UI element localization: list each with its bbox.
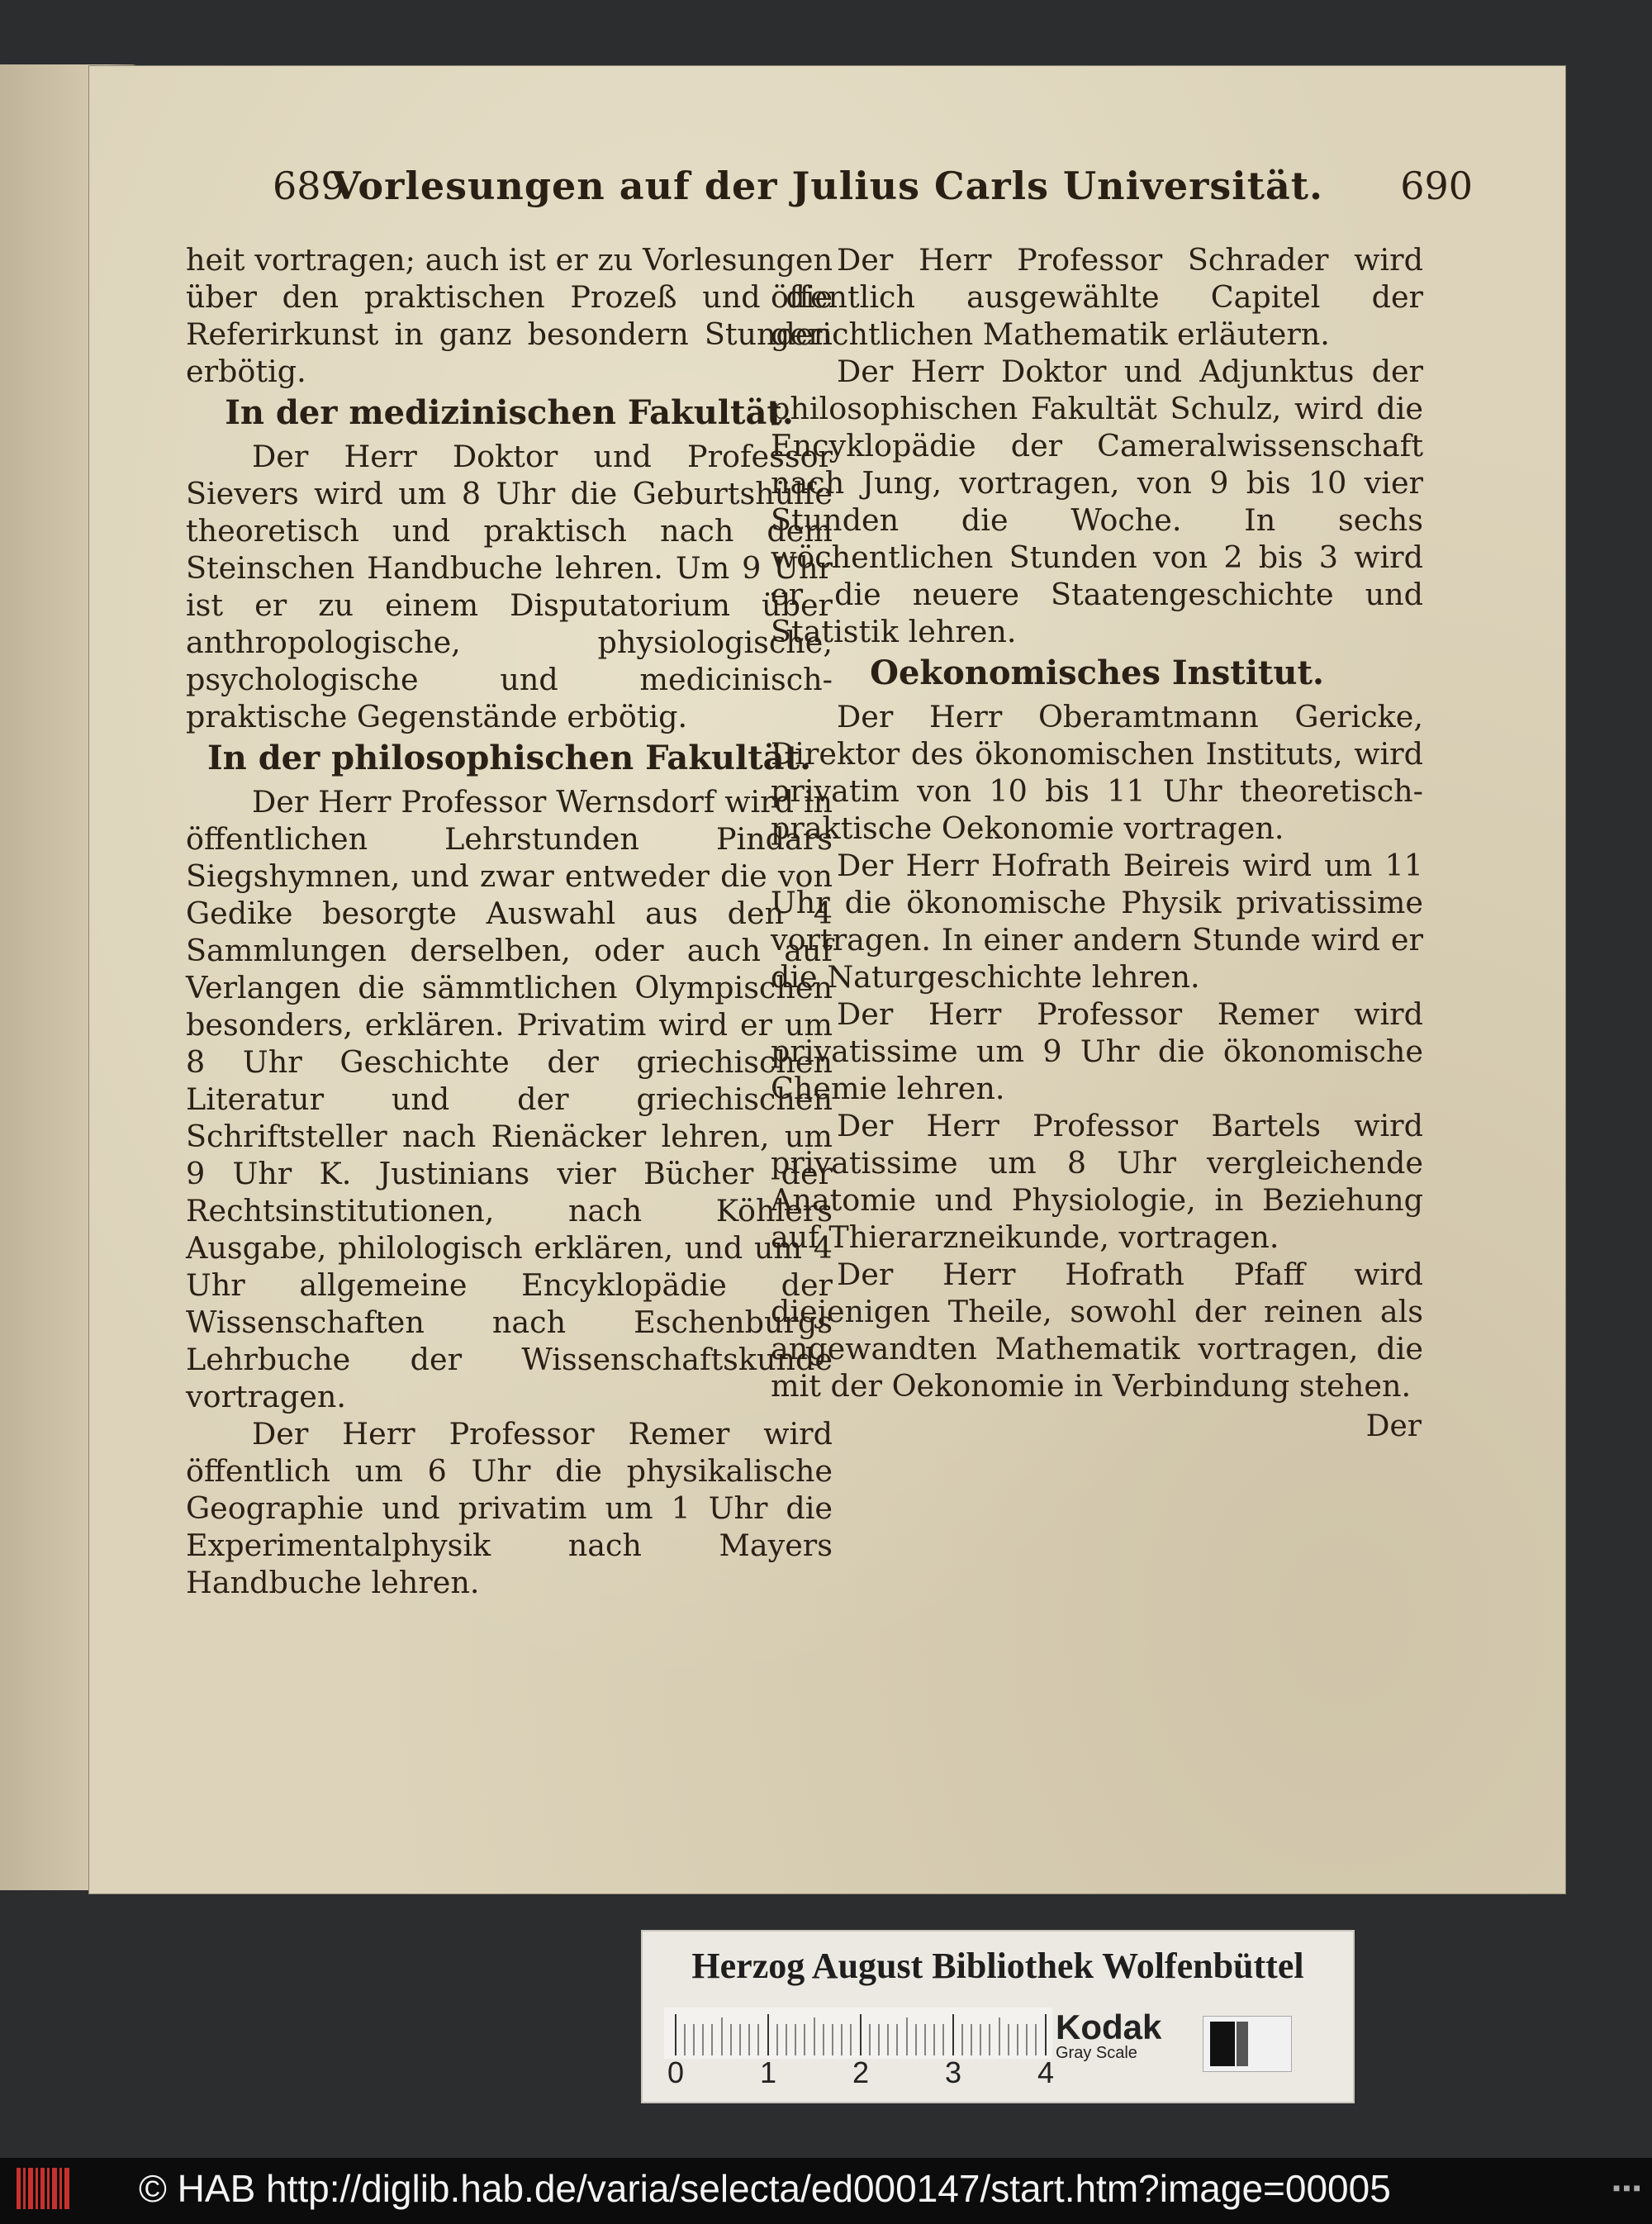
book-page [89, 66, 1565, 1894]
section-heading: In der medizinischen Fakultät. [225, 393, 794, 432]
ruler-scale [664, 2008, 1052, 2059]
kodak-subtitle: Gray Scale [1056, 2044, 1137, 2062]
paragraph: Der Herr Oberamtmann Gericke, Direktor des ökonomischen Instituts, wird privatim von 10 bis 11 Uhr theoretisch-praktische Oekonomie vortragen. [771, 699, 1423, 846]
page-number-left: 689 [273, 164, 345, 208]
section-heading: Oekonomisches Institut. [870, 653, 1324, 692]
section-heading: In der philosophischen Fakultät. [206, 739, 812, 777]
ruler-numbers [664, 2055, 1055, 2097]
barcode-icon [15, 2165, 73, 2212]
color-calibration-card [641, 1930, 1355, 2103]
left-column [186, 241, 833, 1601]
gray-patch-dark [1210, 2022, 1235, 2066]
institution-label: Herzog August Bibliothek Wolfenbüttel [691, 1946, 1304, 1986]
paragraph: Der Herr Hofrath Beireis wird um 11 Uhr die ökonomische Physik privatissime vortragen. In einer andern Stunde wird er die Naturgeschichte lehren. [771, 848, 1423, 995]
ruler-number: 0 [667, 2055, 685, 2089]
ruler-number: 4 [1037, 2055, 1055, 2089]
kodak-label [1056, 2008, 1162, 2063]
footer-bar [0, 2158, 1652, 2224]
running-head [180, 164, 1474, 221]
running-title: Vorlesungen auf der Julius Carls Universität. [330, 164, 1324, 208]
paragraph: Der Herr Professor Schrader wird öffentlich ausgewählte Capitel der gerichtlichen Mathematik erläutern. [771, 242, 1423, 352]
page-number-right: 690 [1400, 164, 1473, 208]
gray-patch-mid [1237, 2022, 1248, 2066]
ruler-number: 1 [760, 2055, 777, 2089]
paragraph: Der Herr Professor Wernsdorf wird in öffentlichen Lehrstunden Pindars Siegshymnen, und zwar entweder die von Gedike besorgte Auswahl aus den 4 Sammlungen derselben, oder auch auf Verlangen die sämmtlichen Olympischen besonders, erklären. Privatim wird er um 8 Uhr Geschichte der griechischen Literatur und der griechischen Schriftsteller nach Rienäcker lehren, um 9 Uhr K. Justinians vier Bücher der Rechtsinstitutionen, nach Köhlers Ausgabe, philologisch erklären, und um 4 Uhr allgemeine Encyklopädie der Wissenschaften nach Eschenburgs Lehrbuche der Wissenschaftskunde vortragen. [186, 784, 833, 1414]
source-url[interactable]: © HAB http://diglib.hab.de/varia/selecta/ed000147/start.htm?image=00005 [139, 2167, 1391, 2210]
ruler-number: 3 [945, 2055, 962, 2089]
catchword: Der [1365, 1409, 1422, 1443]
paragraph: Der Herr Professor Remer wird öffentlich um 6 Uhr die physikalische Geographie und privatim um 1 Uhr die Experimentalphysik nach Mayers Handbuche lehren. [186, 1416, 833, 1600]
paragraph: Der Herr Professor Bartels wird privatissime um 8 Uhr vergleichende Anatomie und Physiologie, in Beziehung auf Thierarzneikunde, vortragen. [771, 1108, 1423, 1255]
gray-scale-swatch [1203, 2016, 1292, 2072]
paragraph: Der Herr Hofrath Pfaff wird diejenigen Theile, sowohl der reinen als angewandten Mathematik vortragen, die mit der Oekonomie in Verbindung stehen. [771, 1257, 1423, 1404]
footer-dots: ■ ■ ■ [1612, 2181, 1640, 2194]
paragraph: heit vortragen; auch ist er zu Vorlesungen über den praktischen Prozeß und die Referirkunst in ganz besondern Stunden erbötig. [186, 242, 833, 389]
paragraph: Der Herr Doktor und Adjunktus der philosophischen Fakultät Schulz, wird die Encyklopädie der Cameralwissenschaft nach Jung, vortragen, von 9 bis 10 vier Stunden die Woche. In sechs wöchentlichen Stunden von 2 bis 3 wird er die neuere Staatengeschichte und Statistik lehren. [771, 354, 1423, 649]
ruler-number: 2 [852, 2055, 870, 2089]
paragraph: Der Herr Professor Remer wird privatissime um 9 Uhr die ökonomische Chemie lehren. [771, 996, 1423, 1106]
right-column [771, 241, 1423, 1445]
paragraph: Der Herr Doktor und Professor Sievers wird um 8 Uhr die Geburtshülfe theoretisch und praktisch nach dem Steinschen Handbuche lehren. Um 9 Uhr ist er zu einem Disputatorium über anthropologische, physiologische, psychologische und medicinisch-praktische Gegenstände erbötig. [186, 439, 833, 734]
kodak-brand: Kodak [1056, 2008, 1162, 2046]
